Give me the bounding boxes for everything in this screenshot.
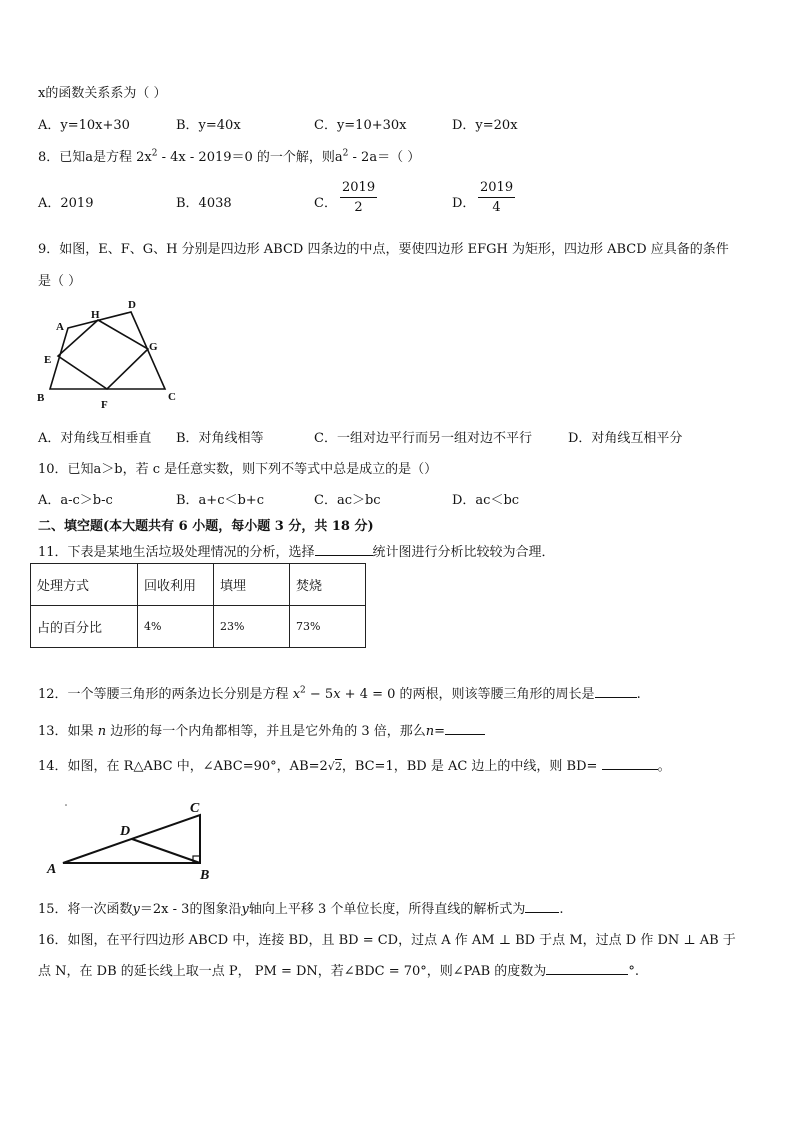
q7-option-c: C．y=10+30x: [314, 118, 407, 133]
q14-text: 14．如图，在 R△ABC 中，∠ABC=90°，AB=2√2，BC=1，BD 是 AC 边上的中线，则 BD= 。: [38, 759, 671, 774]
q13-answer-blank: [445, 722, 485, 735]
q9-option-b: B．对角线相等: [176, 431, 264, 446]
q14-answer-blank: [602, 757, 658, 770]
q8-fraction-d: $\frac{2019}{4}$: [480, 180, 514, 215]
table-row: [31, 606, 366, 648]
q16-text-line1: 16．如图，在平行四边形 ABCD 中，连接 BD，且 BD = CD，过点 A 作 AM ⊥ BD 于点 M，过点 D 作 DN ⊥ AB 于: [38, 933, 736, 948]
q14-label-a: A: [47, 862, 57, 877]
table-header-cell: 焚烧: [290, 564, 366, 606]
q14-label-b: B: [200, 868, 210, 883]
q8-text: 8．已知a是方程 $2x^2 - 4x - 2019=0$ 的一个解，则$a^2 - 2a=$（ ）: [38, 148, 421, 165]
q10-text: 10．已知a＞b，若 c 是任意实数，则下列不等式中总是成立的是（）: [38, 462, 438, 477]
q8-option-d: D．: [452, 196, 476, 211]
q11-text: 11．下表是某地生活垃圾处理情况的分析，选择 统计图进行分析比较较为合理．: [38, 545, 555, 560]
q9-label-b: B: [37, 392, 45, 404]
q10-option-d: D．ac＜bc: [452, 493, 520, 508]
q14-label-c: C: [190, 801, 200, 816]
q10-option-b: B．a+c＜b+c: [176, 493, 264, 508]
q7-option-d: D．y=20x: [452, 118, 518, 133]
q8-option-c: C．: [314, 196, 337, 211]
q9-text-line2: 是（ ）: [38, 274, 82, 289]
q9-label-e: E: [44, 354, 52, 366]
q7-option-a: A．y=10x+30: [38, 118, 130, 133]
table-cell: 23%: [214, 606, 290, 648]
q10-option-c: C．ac＞bc: [314, 493, 381, 508]
q9-option-c: C．一组对边平行而另一组对边不平行: [314, 431, 532, 446]
q14-label-d: D: [120, 824, 131, 839]
table-cell: 4%: [138, 606, 214, 648]
q8-option-b: B．4038: [176, 196, 232, 211]
q12-text: 12．一个等腰三角形的两条边长分别是方程 $x^2 - 5x + 4 = 0$ 的两根，则该等腰三角形的周长是 .: [38, 685, 641, 702]
q11-answer-blank: [315, 543, 373, 556]
q9-label-d: D: [128, 299, 136, 311]
q9-label-c: C: [168, 391, 176, 403]
table-header-cell: 处理方式: [31, 564, 138, 606]
q9-option-d: D．对角线互相平分: [568, 431, 683, 446]
q9-label-h: H: [91, 309, 100, 321]
table-header-cell: 回收利用: [138, 564, 214, 606]
q14-triangle-figure: [40, 795, 220, 885]
q8-option-a: A．2019: [38, 196, 94, 211]
q16-text-line2: 点 N，在 DB 的延长线上取一点 P， PM = DN，若∠BDC = 70°，则∠PAB 的度数为 °.: [38, 964, 639, 979]
section-heading-fill-blank: 二、填空题(本大题共有 6 小题，每小题 3 分，共 18 分): [38, 519, 374, 534]
q15-answer-blank: [525, 900, 559, 913]
q10-option-a: A．a-c＞b-c: [38, 493, 113, 508]
q13-text: 13．如果 n 边形的每一个内角都相等，并且是它外角的 3 倍，那么n=: [38, 720, 485, 739]
q16-answer-blank: [546, 962, 628, 975]
q12-answer-blank: [595, 685, 637, 698]
q8-fraction-c: $\frac{2019}{2}$: [342, 180, 376, 215]
table-row-label: 占的百分比: [31, 606, 138, 648]
q9-quadrilateral-figure: [30, 292, 190, 416]
table-row: [31, 564, 366, 606]
table-header-cell: 填埋: [214, 564, 290, 606]
table-cell: 73%: [290, 606, 366, 648]
q11-waste-table: [30, 563, 366, 648]
q15-text: 15．将一次函数y＝2x - 3的图象沿y轴向上平移 3 个单位长度，所得直线的解析式为 .: [38, 902, 564, 917]
q9-text-line1: 9．如图，E、F、G、H 分别是四边形 ABCD 四条边的中点，要使四边形 EFGH 为矩形，四边形 ABCD 应具备的条件: [38, 242, 729, 257]
q7-text: x的函数关系系为（ ）: [38, 86, 167, 101]
q9-label-f: F: [101, 399, 108, 411]
q9-label-a: A: [56, 321, 64, 333]
q7-option-b: B．y=40x: [176, 118, 241, 133]
q9-option-a: A．对角线互相垂直: [38, 431, 152, 446]
q9-label-g: G: [149, 341, 158, 353]
